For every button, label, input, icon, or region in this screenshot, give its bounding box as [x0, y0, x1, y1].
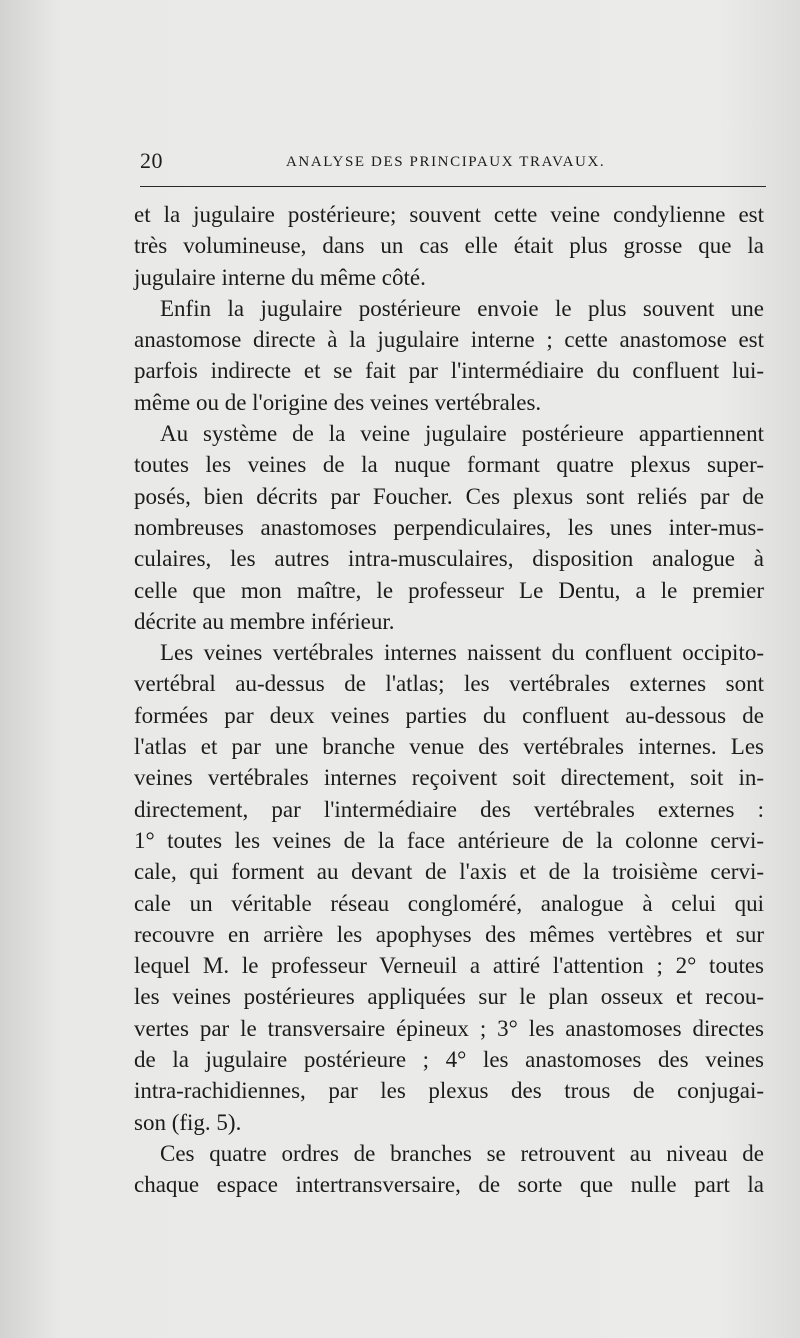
text-line: parfois indirecte et se fait par l'intermédiaire du confluent lui-: [134, 358, 764, 384]
text-line: décrite au membre inférieur.: [134, 608, 395, 634]
text-line: jugulaire interne du même côté.: [134, 264, 426, 290]
text-line: culaires, les autres intra-musculaires, disposition analogue à: [134, 546, 764, 572]
text-line: Les veines vertébrales internes naissent du confluent occipito-: [160, 640, 764, 666]
text-line: toutes les veines de la nuque formant quatre plexus super-: [134, 452, 764, 478]
text-line: Enfin la jugulaire postérieure envoie le plus souvent une: [160, 295, 764, 321]
text-line: les veines postérieures appliquées sur le plan osseux et recou-: [134, 984, 764, 1010]
text-line: son (fig. 5).: [134, 1109, 242, 1135]
text-line: même ou de l'origine des veines vertébrales.: [134, 389, 542, 415]
text-line: de la jugulaire postérieure ; 4° les anastomoses des veines: [134, 1047, 764, 1073]
text-line: veines vertébrales internes reçoivent soit directement, soit in-: [134, 765, 764, 791]
text-line: et la jugulaire postérieure; souvent cette veine condylienne est: [134, 202, 764, 227]
page-number: 20: [140, 148, 163, 173]
text-line: intra-rachidiennes, par les plexus des trous de conjugai-: [134, 1078, 764, 1104]
text-line: anastomose directe à la jugulaire interne ; cette anastomose est: [134, 327, 764, 353]
text-line: cale un véritable réseau congloméré, analogue à celui qui: [134, 890, 764, 916]
text-line: cale, qui forment au devant de l'axis et de la troisième cervi-: [134, 859, 764, 885]
page-header: [140, 146, 752, 176]
text-line: lequel M. le professeur Verneuil a attiré l'attention ; 2° toutes: [134, 953, 764, 979]
text-line: vertes par le transversaire épineux ; 3° les anastomoses directes: [134, 1015, 764, 1041]
text-line: chaque espace intertransversaire, de sorte que nulle part la: [134, 1172, 764, 1198]
header-rule: [140, 186, 766, 187]
text-line: directement, par l'intermédiaire des vertébrales externes :: [134, 796, 764, 822]
text-line: formées par deux veines parties du confluent au-dessous de: [134, 702, 764, 728]
running-title: ANALYSE DES PRINCIPAUX TRAVAUX.: [286, 154, 606, 170]
text-line: recouvre en arrière les apophyses des mêmes vertèbres et sur: [134, 921, 764, 947]
text-line: Au système de la veine jugulaire postérieure appartiennent: [160, 421, 764, 447]
text-line: Ces quatre ordres de branches se retrouvent au niveau de: [160, 1140, 764, 1166]
text-line: l'atlas et par une branche venue des vertébrales internes. Les: [134, 734, 764, 760]
body-text: [134, 199, 764, 1201]
text-line: très volumineuse, dans un cas elle était plus grosse que la: [134, 233, 764, 259]
text-line: celle que mon maître, le professeur Le Dentu, a le premier: [134, 577, 764, 603]
text-line: nombreuses anastomoses perpendiculaires, les unes inter-mus-: [134, 514, 764, 540]
text-line: vertébral au-dessus de l'atlas; les vertébrales externes sont: [134, 671, 764, 697]
text-line: 1° toutes les veines de la face antérieure de la colonne cervi-: [134, 827, 764, 853]
text-line: posés, bien décrits par Foucher. Ces plexus sont reliés par de: [134, 483, 764, 509]
